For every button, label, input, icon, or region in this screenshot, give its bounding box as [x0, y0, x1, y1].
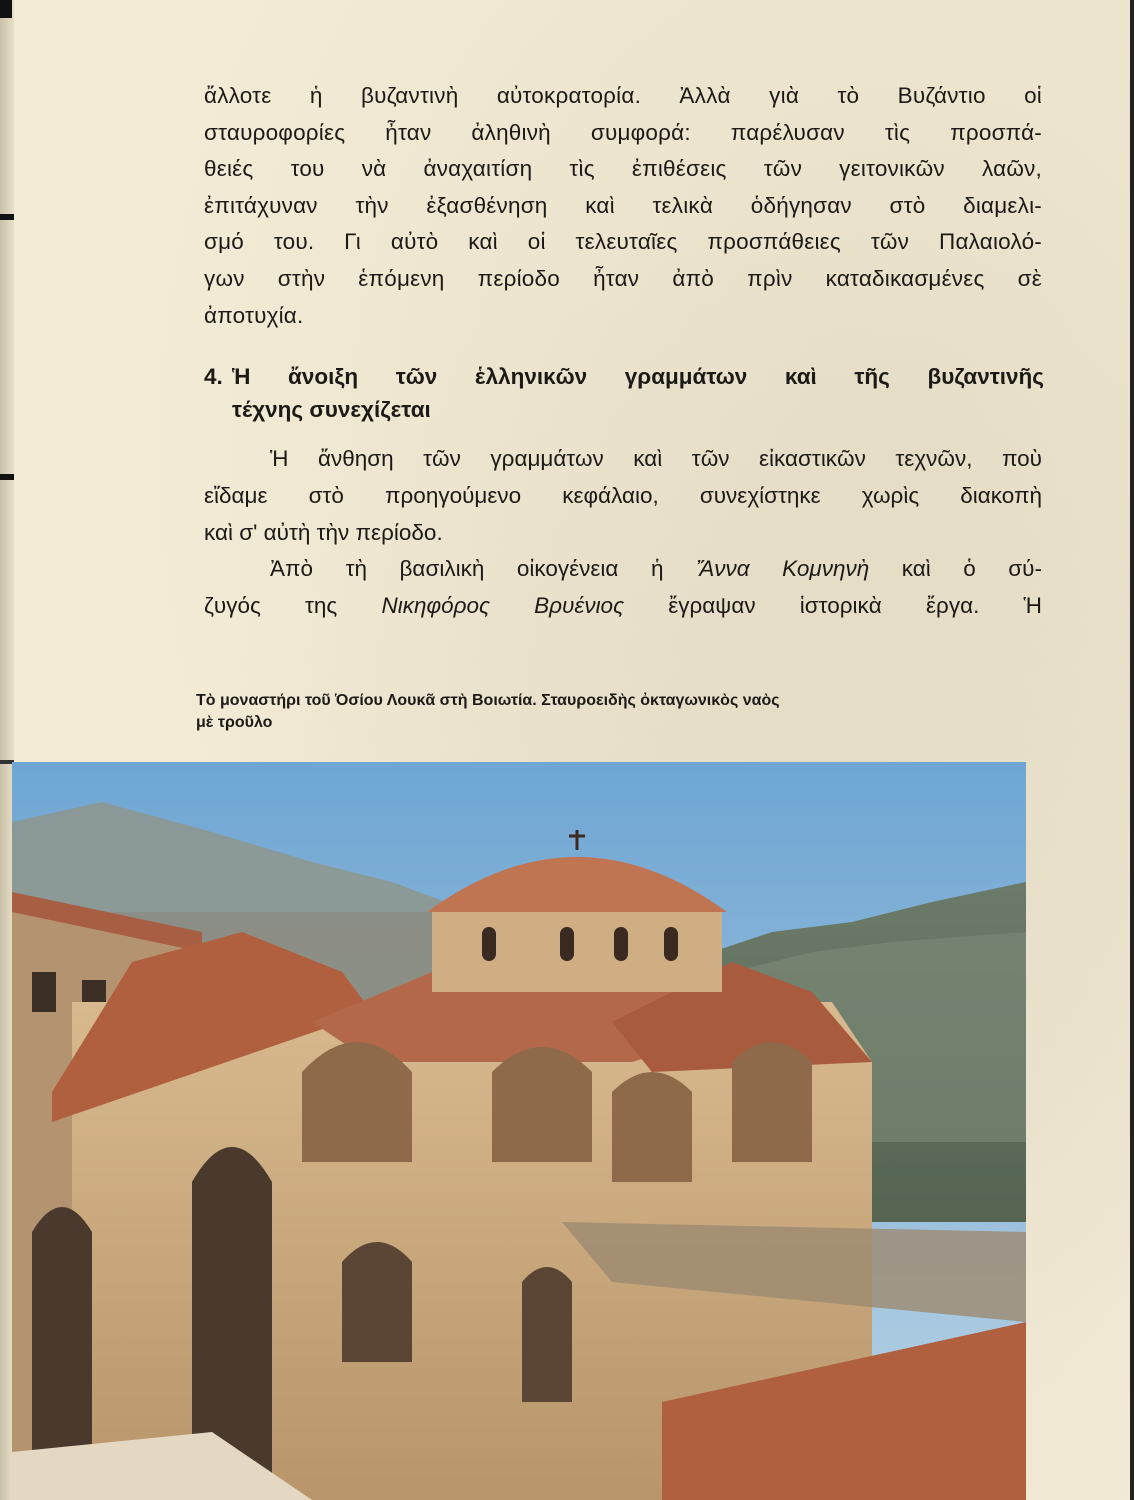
- text-line: Ἡ ἄνθηση τῶν γραμμάτων καὶ τῶν εἰκαστικῶν τεχνῶν, ποὺ: [270, 446, 1042, 471]
- registration-mark: [0, 474, 14, 480]
- drum-window: [664, 927, 678, 961]
- arch-window: [522, 1267, 572, 1402]
- photo-caption: [196, 690, 1036, 734]
- text-line: [204, 551, 1042, 588]
- monastery-illustration: [12, 762, 1026, 1500]
- monastery-photo: [12, 762, 1026, 1500]
- section-number: 4.: [204, 364, 223, 389]
- arch-door: [32, 1207, 92, 1462]
- arch-window: [342, 1242, 412, 1362]
- text-fragment: Ἀπὸ τὴ βασιλικὴ οἰκογένεια ἡ: [270, 556, 664, 582]
- scan-edge: [1130, 0, 1134, 1500]
- text-line: εἴδαμε στὸ προηγούμενο κεφάλαιο, συνεχίστηκε χωρὶς διακοπὴ: [204, 482, 1042, 508]
- text-line: ἐπιτάχυναν τὴν ἐξασθένηση καὶ τελικὰ ὁδήγησαν στὸ διαμελι-: [204, 192, 1042, 218]
- person-name: Ἄννα Κομνηνὴ: [696, 556, 870, 582]
- text-line: σμό του. Γι αὐτὸ καὶ οἱ τελευταῖες προσπάθειες τῶν Παλαιολό-: [204, 229, 1042, 255]
- registration-mark: [0, 0, 12, 18]
- text-line: θειές του νὰ ἀναχαιτίση τὶς ἐπιθέσεις τῶν γειτονικῶν λαῶν,: [204, 156, 1042, 182]
- arch-window: [732, 1042, 812, 1162]
- section-title-line1: Ἡ ἄνοιξη τῶν ἑλληνικῶν γραμμάτων καὶ τῆς βυζαντινῆς: [232, 364, 1044, 389]
- person-name: Νικηφόρος Βρυένιος: [381, 593, 625, 619]
- section-heading: [204, 360, 1044, 426]
- registration-mark: [0, 214, 14, 220]
- paragraph-body: [204, 441, 1042, 625]
- section-title-line2: τέχνης συνεχίζεται: [232, 397, 431, 422]
- arch-window: [302, 1042, 412, 1162]
- text-line: καὶ σ' αὐτὴ τὴν περίοδο.: [204, 519, 443, 545]
- text-line: ἄλλοτε ἡ βυζαντινὴ αὐτοκρατορία. Ἀλλὰ γιὰ τὸ Βυζάντιο οἱ: [204, 83, 1042, 108]
- text-line: [204, 588, 1042, 625]
- text-fragment: ζυγός της: [204, 593, 338, 619]
- text-line: γων στὴν ἑπόμενη περίοδο ἦταν ἀπὸ πρὶν καταδικασμένες σὲ: [204, 265, 1042, 291]
- drum-window: [614, 927, 628, 961]
- text-line: ἀποτυχία.: [204, 302, 304, 328]
- text-line: σταυροφορίες ἦταν ἀληθινὴ συμφορά: παρέλυσαν τὶς προσπά-: [204, 119, 1042, 145]
- drum: [432, 912, 722, 992]
- paragraph-intro: [204, 78, 1042, 334]
- caption-line: μὲ τροῦλο: [196, 714, 273, 731]
- arch-window: [612, 1072, 692, 1182]
- text-fragment: ἔγραψαν ἱστορικὰ ἔργα. Ἡ: [668, 593, 1042, 619]
- arch-window: [492, 1047, 592, 1162]
- text-fragment: καὶ ὁ σύ-: [901, 556, 1042, 582]
- caption-line: Τὸ μοναστήρι τοῦ Ὁσίου Λουκᾶ στὴ Βοιωτία. Σταυροειδὴς ὀκταγωνικὸς ναὸς: [196, 692, 780, 709]
- drum-window: [560, 927, 574, 961]
- drum-window: [482, 927, 496, 961]
- window: [32, 972, 56, 1012]
